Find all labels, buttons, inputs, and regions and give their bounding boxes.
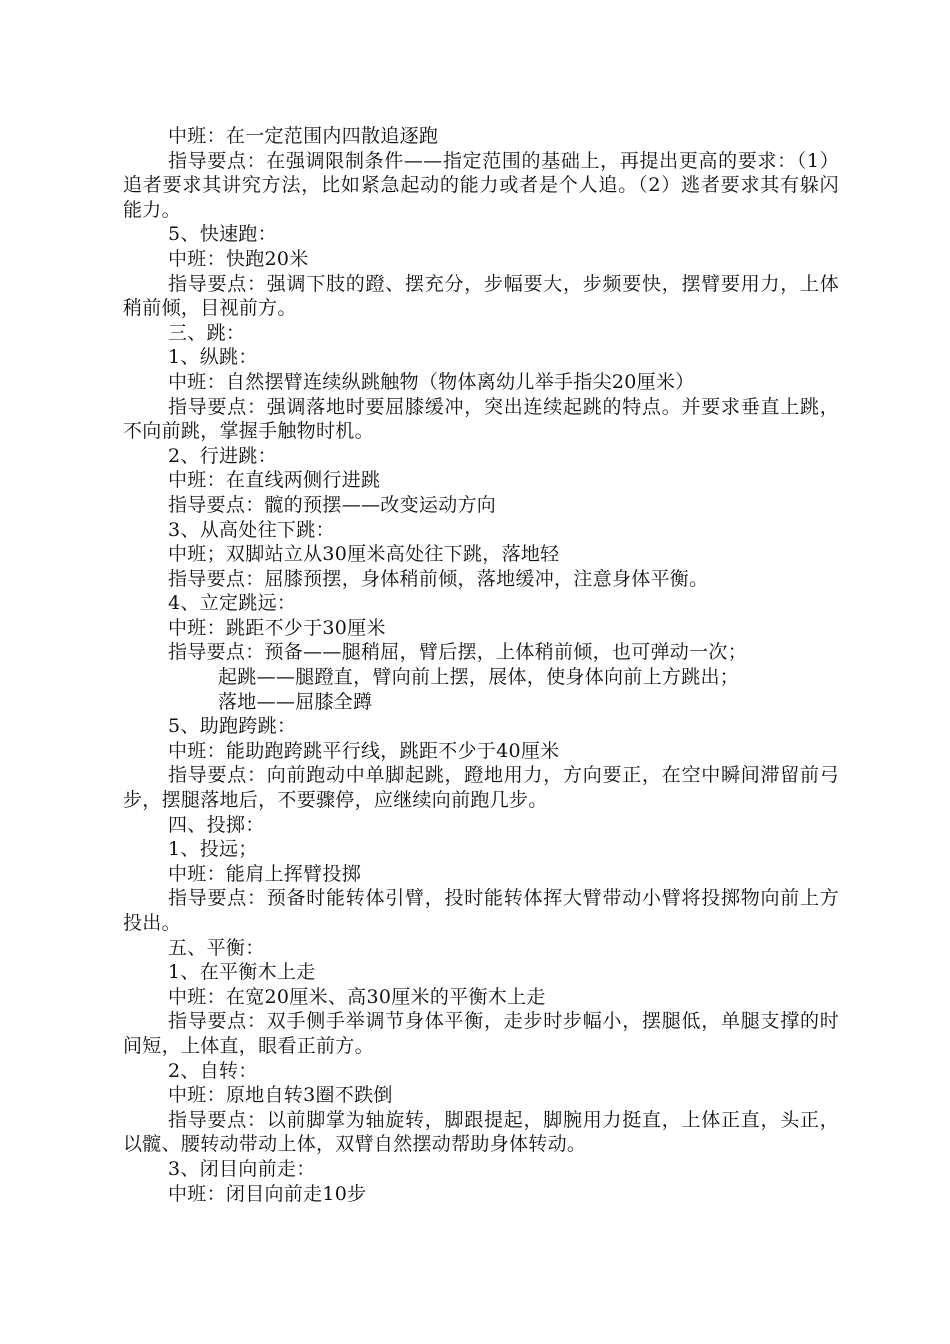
section-heading: 1、纵跳：	[168, 346, 258, 369]
section-heading: 3、闭目向前走：	[168, 1157, 316, 1180]
paragraph: 中班：原地自转3圈不跌倒	[168, 1084, 393, 1107]
paragraph: 指导要点：髋的预摆——改变运动方向	[168, 493, 497, 516]
section-heading: 3、从高处往下跳：	[168, 518, 335, 541]
paragraph: 中班：在一定范围内四散追逐跑	[168, 125, 439, 147]
paragraph: 指导要点：预备——腿稍屈，臂后摆，上体稍前倾，也可弹动一次；	[168, 641, 748, 664]
paragraph: 指导要点：在强调限制条件——指定范围的基础上，再提出更高的要求：（1）追者要求其讲究方法，比如紧急起动的能力或者是个人追。（2）逃者要求其有躲闪能力。	[123, 149, 839, 221]
paragraph-continuation: 落地——屈膝全蹲	[218, 690, 373, 713]
document-body	[123, 124, 839, 1206]
section-heading: 5、快速跑：	[168, 223, 277, 246]
section-heading: 2、行进跳：	[168, 444, 277, 467]
paragraph: 中班：闭目向前走10步	[168, 1182, 367, 1205]
paragraph: 指导要点：强调落地时要屈膝缓冲，突出连续起跳的特点。并要求垂直上跳，不向前跳，掌握手触物时机。	[123, 395, 839, 443]
paragraph: 指导要点：强调下肢的蹬、摆充分，步幅要大，步频要快，摆臂要用力，上体稍前倾，目视前方。	[123, 272, 839, 320]
paragraph: 中班：快跑20米	[168, 247, 309, 270]
section-heading: 三、跳：	[168, 321, 246, 344]
paragraph: 中班；双脚站立从30厘米高处往下跳，落地轻	[168, 543, 560, 566]
section-heading: 5、助跑跨跳：	[168, 715, 297, 738]
paragraph: 中班：能肩上挥臂投掷	[168, 862, 362, 885]
section-heading: 五、平衡：	[168, 936, 265, 959]
paragraph: 中班：能助跑跨跳平行线，跳距不少于40厘米	[168, 739, 560, 762]
paragraph: 指导要点：屈膝预摆，身体稍前倾，落地缓冲，注意身体平衡。	[168, 567, 709, 590]
paragraph: 中班：在直线两侧行进跳	[168, 469, 381, 492]
paragraph: 指导要点：双手侧手举调节身体平衡，走步时步幅小，摆腿低，单腿支撑的时间短，上体直，眼看正前方。	[123, 1010, 839, 1057]
paragraph: 中班：自然摆臂连续纵跳触物（物体离幼儿举手指尖20厘米）	[168, 370, 695, 393]
paragraph: 指导要点：向前跑动中单脚起跳，蹬地用力，方向要正，在空中瞬间滞留前弓步，摆腿落地后，不要骤停，应继续向前跑几步。	[123, 764, 839, 812]
section-heading: 1、投远；	[168, 838, 258, 861]
section-heading: 4、立定跳远：	[168, 592, 297, 615]
section-heading: 2、自转：	[168, 1059, 258, 1082]
section-heading: 四、投掷：	[168, 813, 265, 836]
paragraph-continuation: 起跳——腿蹬直，臂向前上摆，展体，使身体向前上方跳出；	[218, 666, 740, 689]
paragraph: 指导要点：预备时能转体引臂，投时能转体挥大臂带动小臂将投掷物向前上方投出。	[123, 887, 839, 934]
paragraph: 中班：跳距不少于30厘米	[168, 616, 386, 639]
section-heading: 1、在平衡木上走	[168, 961, 316, 984]
paragraph: 指导要点：以前脚掌为轴旋转，脚跟提起，脚腕用力挺直，上体正直，头正，以髋、腰转动带动上体，双臂自然摆动帮助身体转动。	[123, 1108, 839, 1156]
paragraph: 中班：在宽20厘米、高30厘米的平衡木上走	[168, 985, 546, 1008]
